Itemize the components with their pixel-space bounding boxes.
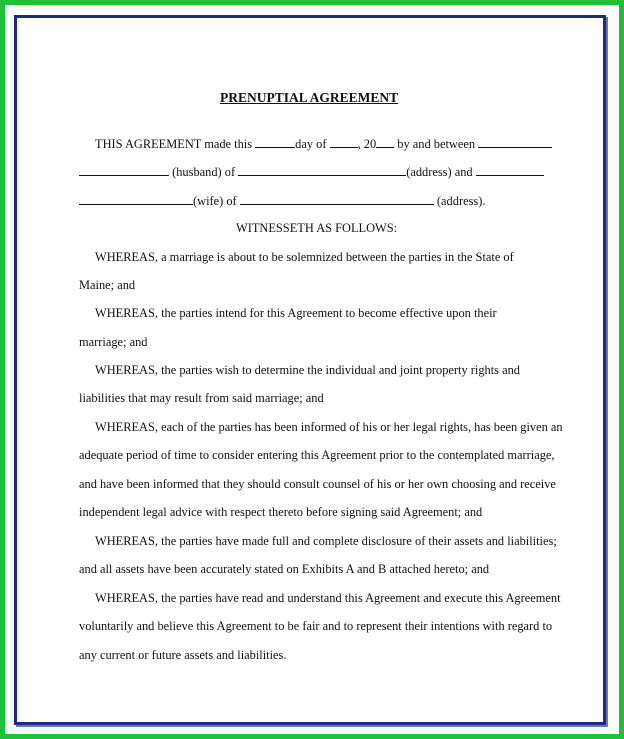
intro-text-1: THIS AGREEMENT made this — [95, 137, 253, 151]
husband-name-blank[interactable] — [79, 164, 169, 176]
whereas-5-line-2: and all assets have been accurately stated on Exhibits A and B attached hereto; and — [79, 562, 490, 576]
wife-label: (wife) of — [193, 194, 237, 208]
month-blank[interactable] — [330, 136, 358, 148]
husband-address-blank[interactable] — [238, 164, 406, 176]
whereas-6-line-2: voluntarily and believe this Agreement to be fair and to represent their intentions with regard to — [79, 619, 553, 633]
husband-label: (husband) of — [172, 165, 236, 179]
intro-text-3: , 20 — [357, 137, 377, 151]
year-blank[interactable] — [376, 136, 394, 148]
whereas-1-line-1: WHEREAS, a marriage is about to be solemnized between the parties in the State of — [95, 250, 514, 264]
whereas-6-line-3: any current or future assets and liabilities. — [79, 648, 287, 662]
whereas-1-line-2: Maine; and — [79, 278, 136, 292]
wife-name-blank[interactable] — [79, 193, 193, 205]
document-title: PRENUPTIAL AGREEMENT — [220, 90, 399, 105]
intro-line — [95, 136, 552, 152]
wife-line — [79, 193, 485, 209]
husband-line — [79, 164, 544, 180]
whereas-2-line-1: WHEREAS, the parties intend for this Agreement to become effective upon their — [95, 306, 497, 320]
whereas-4-line-2: adequate period of time to consider entering this Agreement prior to the contemplated marriage, — [79, 448, 555, 462]
intro-text-4: by and between — [397, 137, 476, 151]
witnesseth-heading: WITNESSETH AS FOLLOWS: — [236, 221, 398, 235]
whereas-4-line-4: independent legal advice with respect thereto before signing said Agreement; and — [79, 505, 483, 519]
husband-address-label: (address) and — [406, 165, 473, 179]
whereas-6-line-1: WHEREAS, the parties have read and understand this Agreement and execute this Agreement — [95, 591, 561, 605]
wife-address-label: (address). — [436, 194, 486, 208]
whereas-4-line-1: WHEREAS, each of the parties has been informed of his or her legal rights, has been given an — [95, 420, 563, 434]
whereas-5-line-1: WHEREAS, the parties have made full and complete disclosure of their assets and liabilities; — [95, 534, 557, 548]
party2-blank[interactable] — [476, 164, 544, 176]
party1-blank[interactable] — [478, 136, 552, 148]
whereas-2-line-2: marriage; and — [79, 335, 148, 349]
whereas-3-line-1: WHEREAS, the parties wish to determine the individual and joint property rights and — [95, 363, 520, 377]
whereas-3-line-2: liabilities that may result from said marriage; and — [79, 391, 324, 405]
wife-address-blank[interactable] — [240, 193, 434, 205]
intro-text-2: day of — [295, 137, 327, 151]
day-blank[interactable] — [255, 136, 295, 148]
whereas-4-line-3: and have been informed that they should consult counsel of his or her own choosing and receive — [79, 477, 556, 491]
